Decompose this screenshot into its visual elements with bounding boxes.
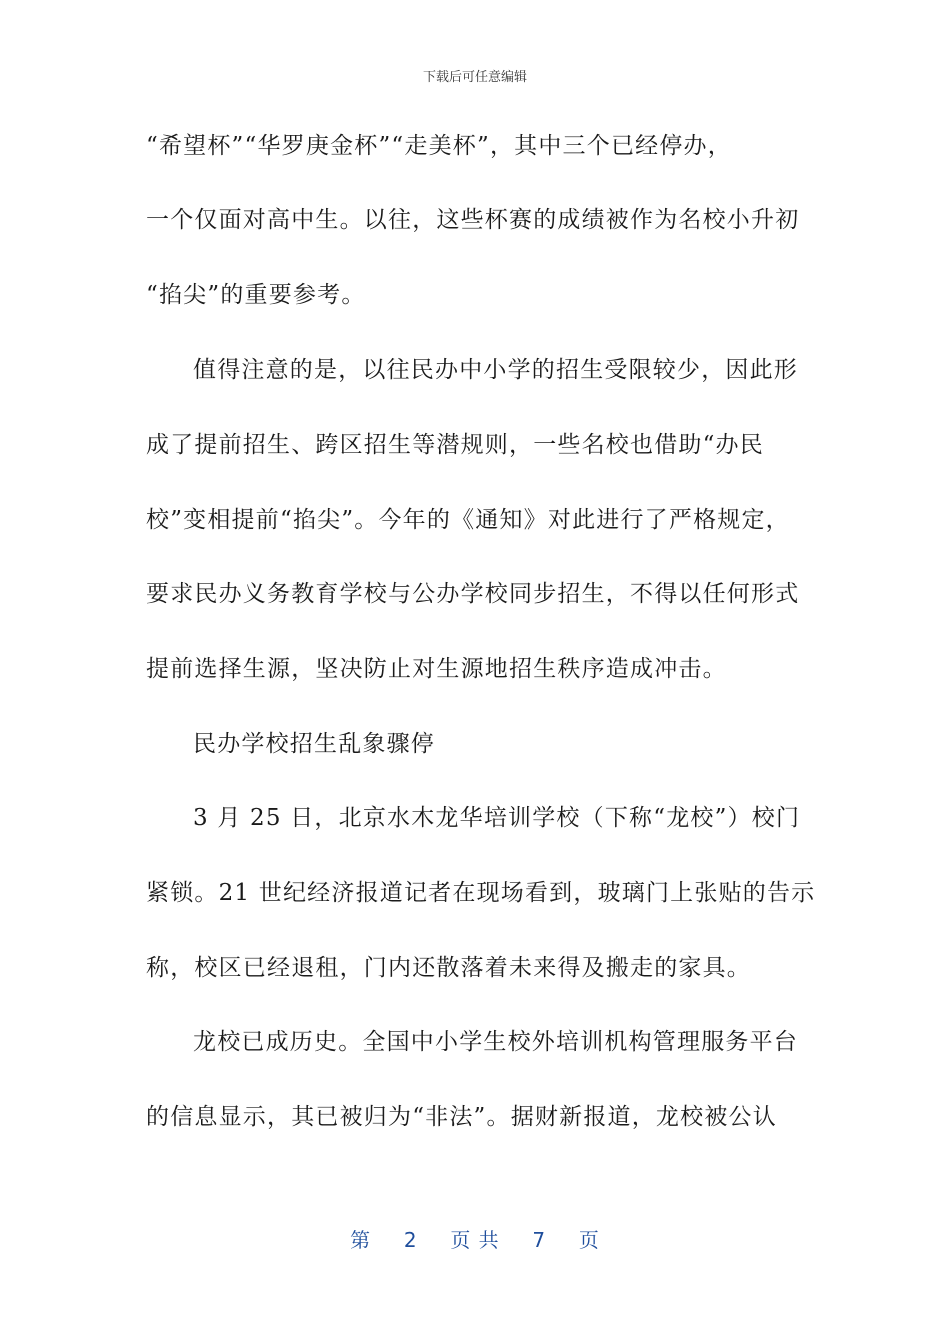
- current-page-number: 2: [403, 1228, 418, 1252]
- body-line: “掐尖”的重要参考。: [146, 282, 366, 308]
- body-line: 称，校区已经退租，门内还散落着未来得及搬走的家具。: [146, 955, 751, 981]
- body-line: 一个仅面对高中生。以往，这些杯赛的成绩被作为名校小升初: [146, 207, 800, 233]
- paragraph-line: 值得注意的是，以往民办中小学的招生受限较少，因此形: [193, 357, 798, 383]
- body-line: 提前选择生源，坚决防止对生源地招生秩序造成冲击。: [146, 656, 727, 682]
- paragraph-line: 龙校已成历史。全国中小学生校外培训机构管理服务平台: [193, 1029, 798, 1055]
- section-heading: 民办学校招生乱象骤停: [193, 731, 435, 757]
- body-line: 的信息显示，其已被归为“非法”。据财新报道，龙校被公认: [146, 1104, 777, 1130]
- total-pages-number: 7: [532, 1228, 547, 1252]
- footer-suffix: 页: [578, 1228, 600, 1252]
- body-line: 紧锁。21 世纪经济报道记者在现场看到，玻璃门上张贴的告示: [146, 880, 816, 906]
- page-header: 下载后可任意编辑: [422, 70, 527, 85]
- page-footer: [0, 1224, 950, 1253]
- body-line: “希望杯”“华罗庚金杯”“走美杯”，其中三个已经停办，: [146, 133, 732, 159]
- footer-prefix: 第: [350, 1228, 372, 1252]
- footer-middle: 页 共: [450, 1228, 500, 1252]
- paragraph-line: 3 月 25 日，北京水木龙华培训学校（下称“龙校”）校门: [193, 805, 801, 831]
- body-line: 要求民办义务教育学校与公办学校同步招生，不得以任何形式: [146, 581, 800, 607]
- body-line: 成了提前招生、跨区招生等潜规则，一些名校也借助“办民: [146, 432, 764, 458]
- body-line: 校”变相提前“掐尖”。今年的《通知》对此进行了严格规定，: [146, 507, 790, 533]
